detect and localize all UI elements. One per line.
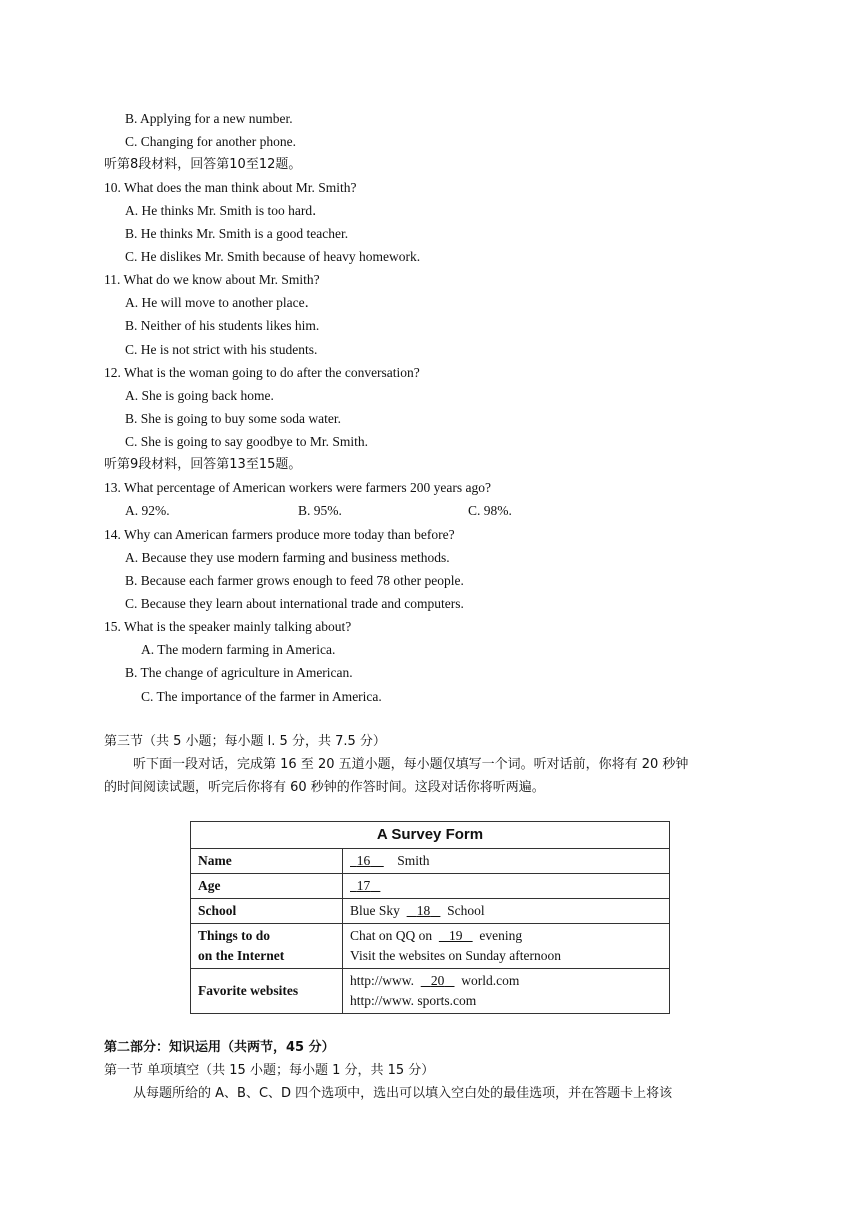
text-line: B. The change of agriculture in American. (125, 665, 353, 680)
survey-label-school: School (191, 899, 343, 924)
survey-value-favorite: http://www. 20 world.com http://www. sports.com (343, 969, 670, 1014)
text-line: A. The modern farming in America. (141, 642, 336, 657)
text-line: 10. What does the man think about Mr. Smith? (104, 180, 357, 195)
blank-18: 18 (416, 903, 431, 918)
text-line: 第一节 单项填空（共 15 小题；每小题 1 分，共 15 分） (104, 1063, 435, 1078)
survey-row-age (191, 874, 670, 899)
text-line: 听第8段材料，回答第10至12题。 (104, 157, 302, 172)
text-line: 13. What percentage of American workers were farmers 200 years ago? (104, 480, 491, 495)
text-line: C. She is going to say goodbye to Mr. Smith. (125, 434, 369, 449)
survey-row-name (191, 849, 670, 874)
text-line: 听下面一段对话，完成第 16 至 20 五道小题，每小题仅填写一个词。听对话前，你将有 20 秒钟 (133, 757, 689, 772)
blank-16: 16 (356, 853, 371, 868)
text-line: A. Because they use modern farming and business methods. (125, 550, 450, 565)
text-line: 14. Why can American farmers produce more today than before? (104, 527, 455, 542)
text-line: B. He thinks Mr. Smith is a good teacher. (125, 226, 349, 241)
survey-value-age (343, 874, 670, 899)
text-line: B. Applying for a new number. (125, 111, 293, 126)
survey-label-favorite: Favorite websites (191, 969, 343, 1014)
text-line: B. Neither of his students likes him. (125, 318, 320, 333)
text-line: 的时间阅读试题，听完后你将有 60 秒钟的作答时间。这段对话你将听两遍。 (104, 780, 545, 795)
text-line: A. He thinks Mr. Smith is too hard． (125, 203, 326, 218)
survey-form-table (190, 821, 670, 1014)
text-line: 12. What is the woman going to do after the conversation? (104, 365, 420, 380)
survey-label-things: Things to do on the Internet (191, 924, 343, 969)
survey-value-school: Blue Sky 18 School (343, 899, 670, 924)
q13-option-a: A. 92%. (125, 503, 170, 518)
q13-option-c: C. 98%. (468, 503, 512, 518)
text-line: C. He dislikes Mr. Smith because of heavy homework. (125, 249, 421, 264)
text-line: 11. What do we know about Mr. Smith? (104, 272, 320, 287)
survey-value-things: Chat on QQ on 19 evening Visit the websites on Sunday afternoon (343, 924, 670, 969)
text-line: A. He will move to another place． (125, 295, 319, 310)
survey-row-things (191, 924, 670, 969)
survey-row-school (191, 899, 670, 924)
blank-19: 19 (449, 928, 463, 943)
text-line: 第二部分：知识运用（共两节，45 分） (104, 1040, 335, 1055)
text-line: 听第9段材料，回答第13至15题。 (104, 457, 302, 472)
blank-17: 17 (356, 878, 371, 893)
text-line: C. Changing for another phone. (125, 134, 296, 149)
text-line: A. She is going back home. (125, 388, 274, 403)
survey-value-name: 16 Smith (343, 849, 670, 874)
text-line: C. The importance of the farmer in America. (141, 689, 382, 704)
text-line: B. Because each farmer grows enough to feed 78 other people. (125, 573, 464, 588)
survey-form-title: A Survey Form (191, 822, 670, 849)
text-line: C. He is not strict with his students. (125, 342, 318, 357)
survey-label-age: Age (191, 874, 343, 899)
text-line: 从每题所给的 A、B、C、D 四个选项中，选出可以填入空白处的最佳选项，并在答题卡上将该 (133, 1086, 673, 1101)
q13-option-b: B. 95%. (298, 503, 342, 518)
text-line: 第三节（共 5 小题；每小题 l. 5 分，共 7.5 分） (104, 734, 386, 749)
survey-label-name: Name (191, 849, 343, 874)
text-line: 15. What is the speaker mainly talking about? (104, 619, 352, 634)
text-line: B. She is going to buy some soda water. (125, 411, 341, 426)
text-line: C. Because they learn about international trade and computers. (125, 596, 464, 611)
survey-row-favorite (191, 969, 670, 1014)
blank-20: 20 (430, 973, 445, 988)
